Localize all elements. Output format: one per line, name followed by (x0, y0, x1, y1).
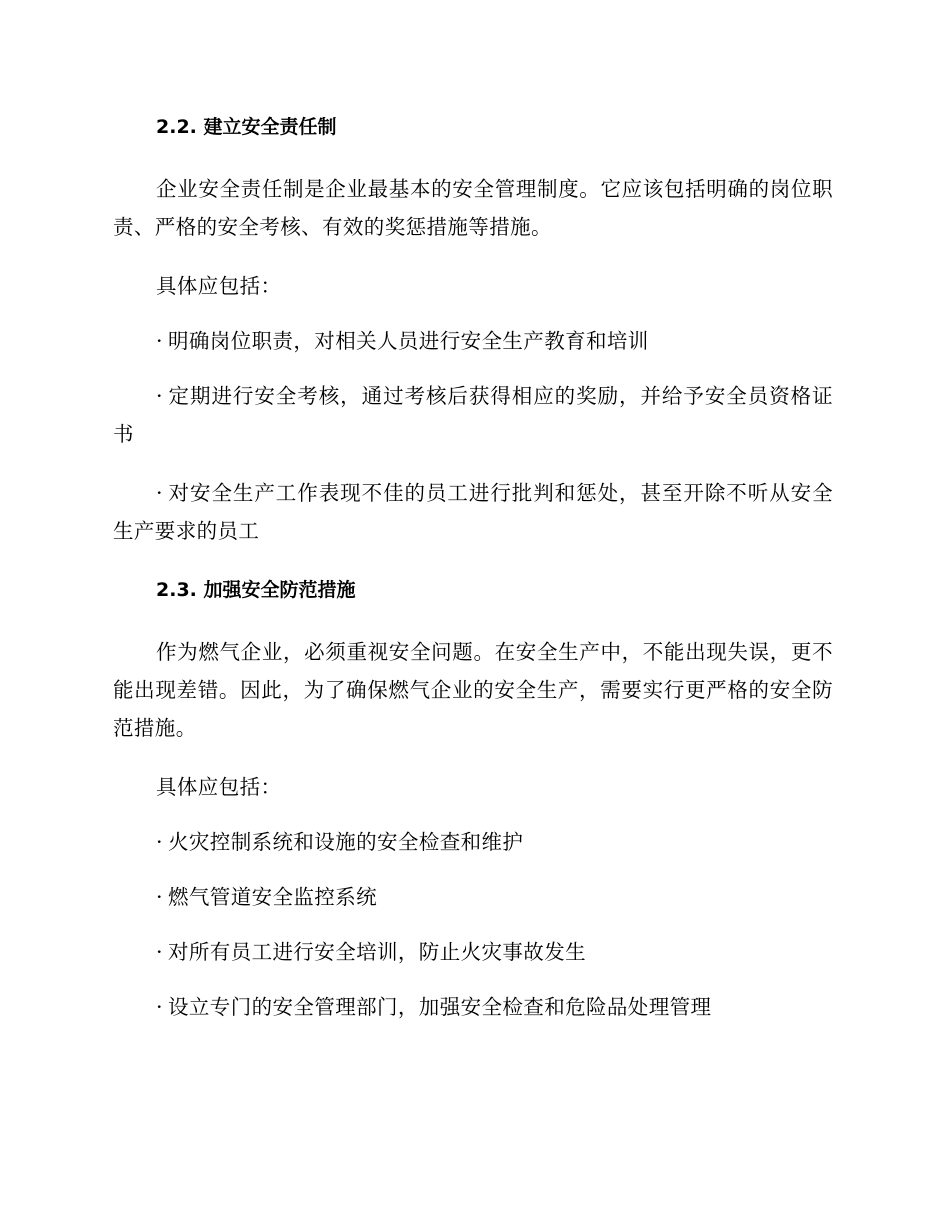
section-heading-2-3: 2.3. 加强安全防范措施 (156, 579, 356, 601)
list-item-text: 对所有员工进行安全培训，防止火灾事故发生 (168, 940, 586, 964)
document-body (113, 108, 833, 1043)
list-item-text: 定期进行安全考核，通过考核后获得相应的奖励，并给予安全员资格证书 (113, 384, 833, 446)
section-heading-2-2: 2.2. 建立安全责任制 (156, 116, 337, 138)
bullet-mark: · (156, 885, 163, 909)
list-item (113, 988, 833, 1026)
section-2-2-intro: 企业安全责任制是企业最基本的安全管理制度。它应该包括明确的岗位职责、严格的安全考核、有效的奖惩措施等措施。 (113, 177, 833, 239)
list-item (113, 377, 833, 453)
list-item-text: 设立专门的安全管理部门，加强安全检查和危险品处理管理 (168, 995, 712, 1019)
list-item-text: 火灾控制系统和设施的安全检查和维护 (168, 830, 524, 854)
list-item-text: 对安全生产工作表现不佳的员工进行批判和惩处，甚至开除不听从安全生产要求的员工 (113, 481, 833, 543)
section-2-3-intro: 作为燃气企业，必须重视安全问题。在安全生产中，不能出现失误，更不能出现差错。因此，为了确保燃气企业的安全生产，需要实行更严格的安全防范措施。 (113, 640, 833, 740)
bullet-mark: · (156, 384, 163, 408)
list-item (113, 322, 833, 360)
list-item (113, 933, 833, 971)
section-2-3-list-label: 具体应包括： (156, 775, 282, 799)
bullet-mark: · (156, 329, 163, 353)
bullet-mark: · (156, 995, 163, 1019)
list-item (113, 878, 833, 916)
list-item-text: 明确岗位职责，对相关人员进行安全生产教育和培训 (168, 329, 649, 353)
list-item (113, 823, 833, 861)
bullet-mark: · (156, 481, 163, 505)
list-item (113, 474, 833, 550)
bullet-mark: · (156, 830, 163, 854)
section-2-2-list-label: 具体应包括： (156, 274, 282, 298)
bullet-mark: · (156, 940, 163, 964)
list-item-text: 燃气管道安全监控系统 (168, 885, 377, 909)
